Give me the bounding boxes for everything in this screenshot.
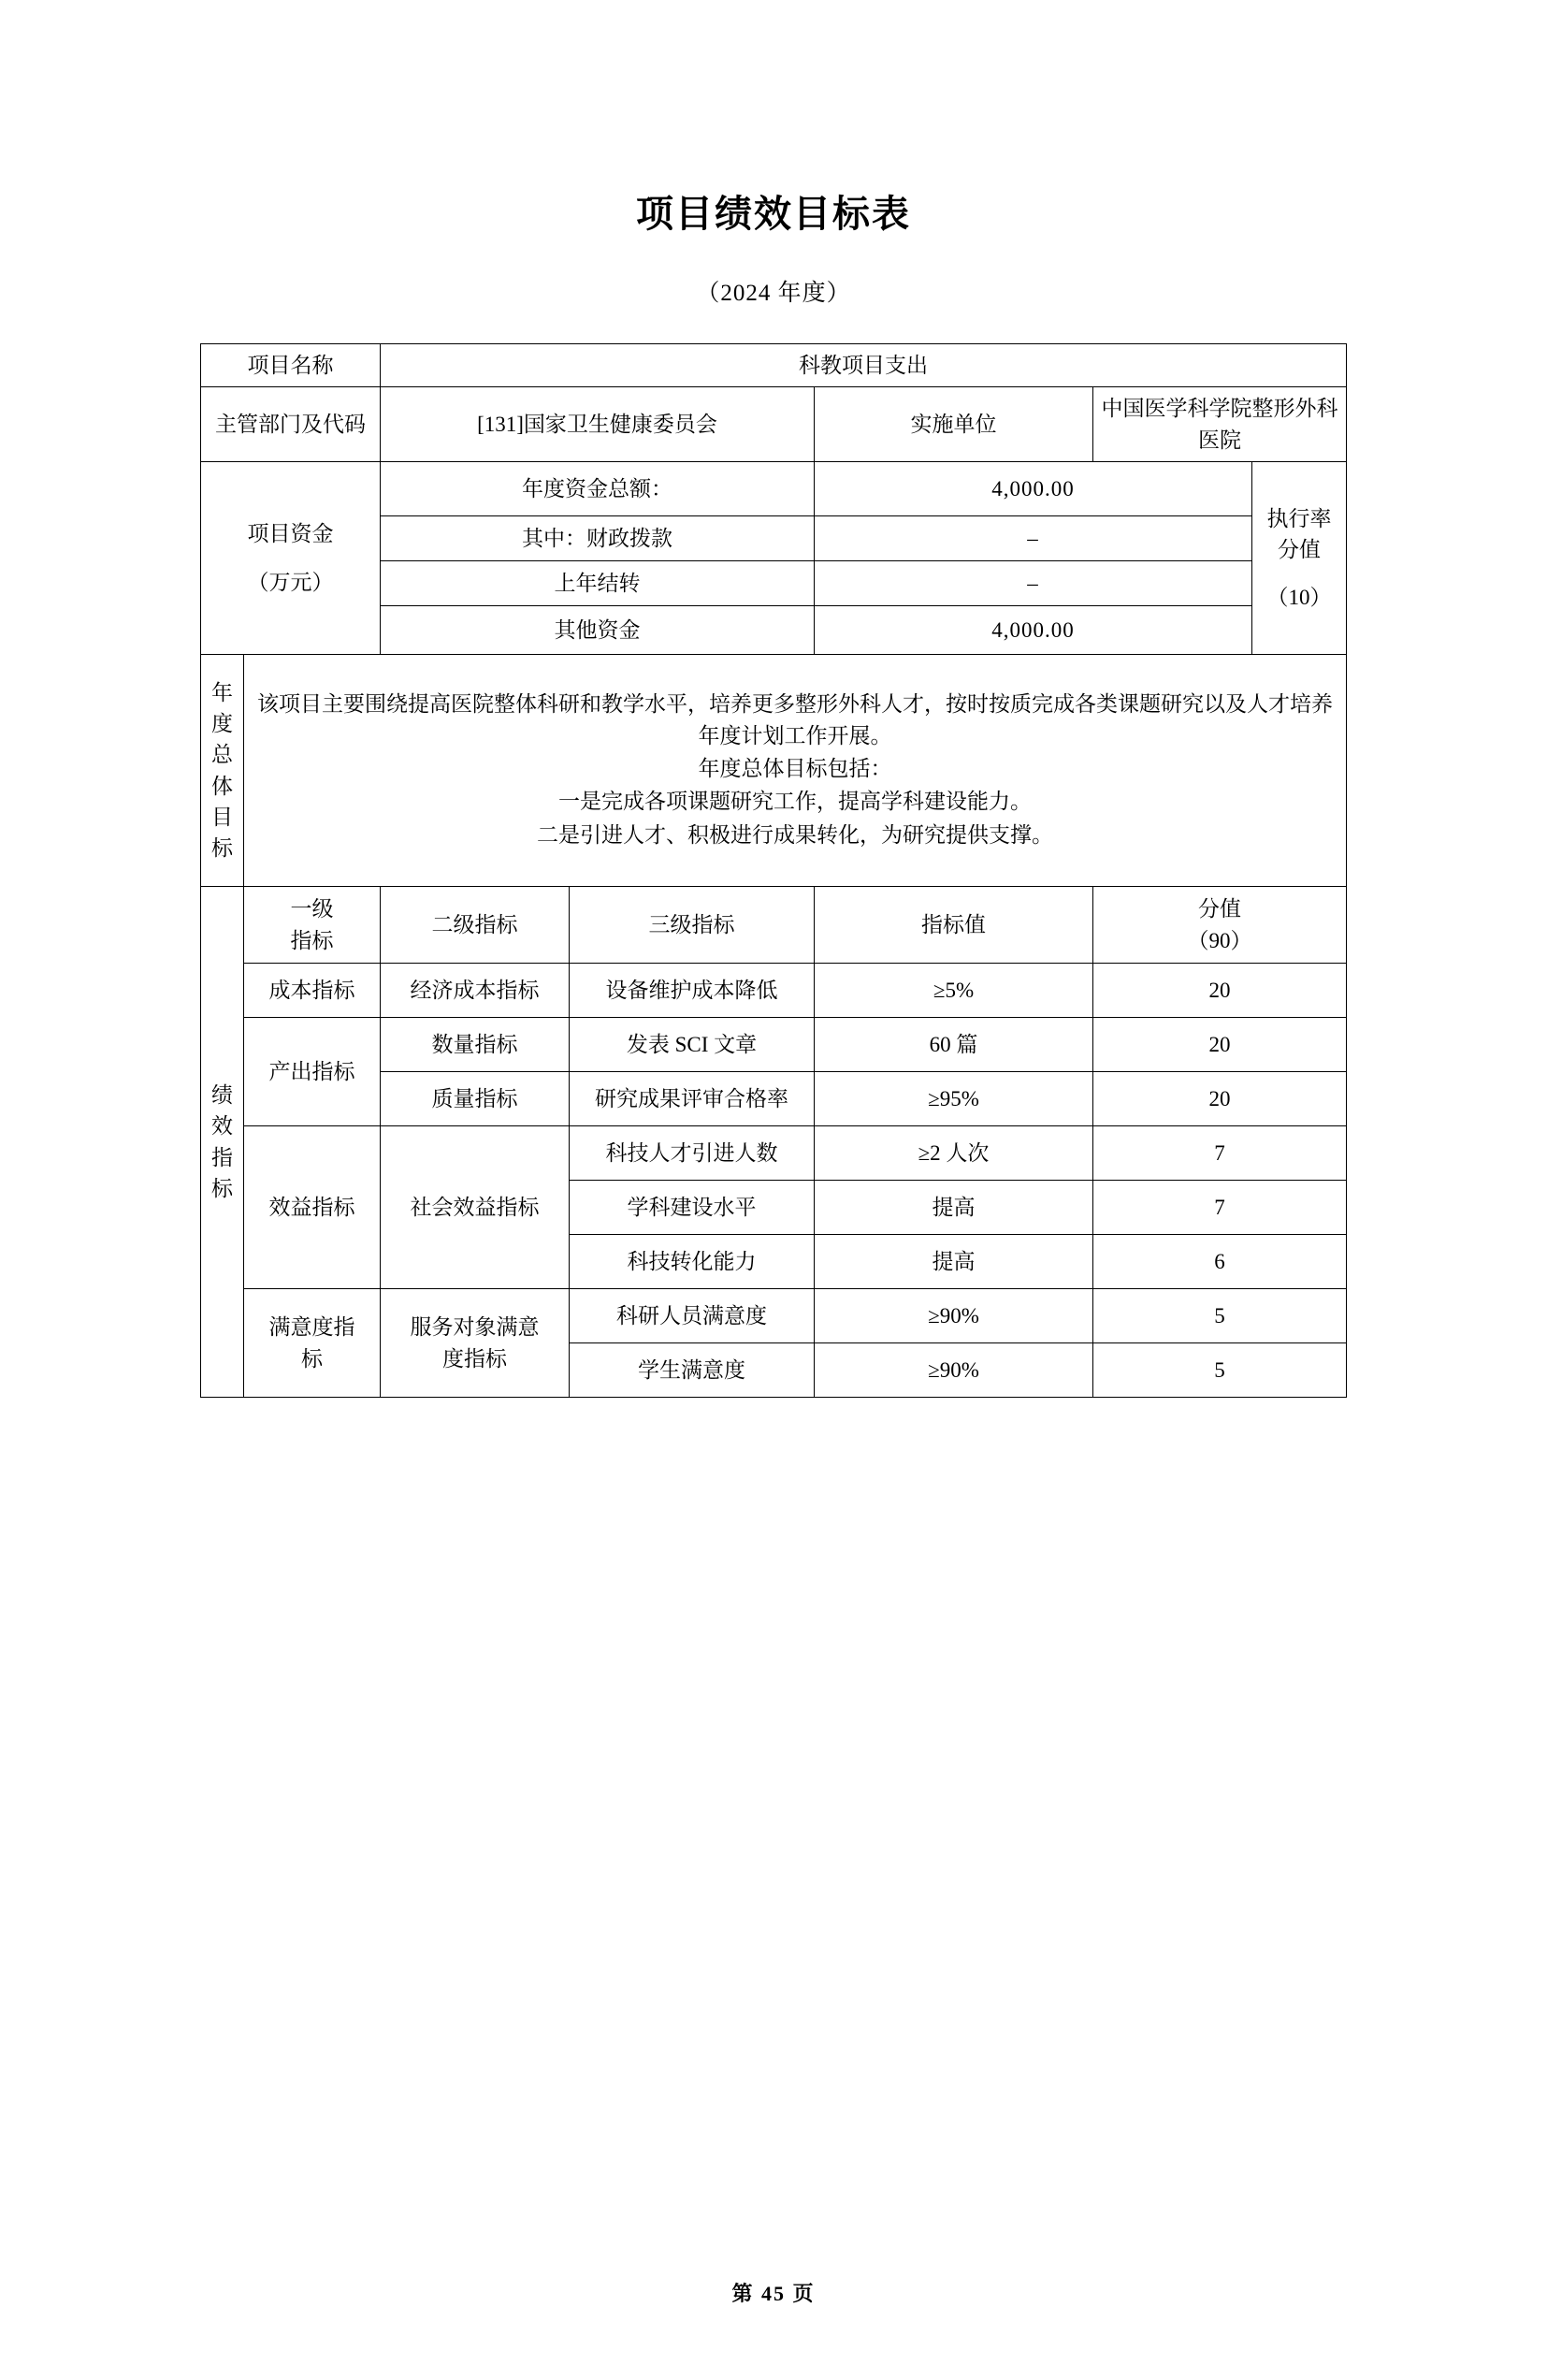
indicator-level1: 满意度指 标	[244, 1289, 381, 1398]
indicator-level1: 效益指标	[244, 1126, 381, 1289]
funds-row-value: –	[815, 516, 1252, 561]
funds-label-line2: （万元）	[247, 570, 334, 594]
indicator-level1: 成本指标	[244, 964, 381, 1018]
indicator-score: 20	[1093, 964, 1347, 1018]
annual-goal-paragraph: 该项目主要围绕提高医院整体科研和教学水平，培养更多整形外科人才，按时按质完成各类课题研究以及人才培养年度计划工作开展。	[257, 692, 1333, 747]
project-name-value: 科教项目支出	[381, 344, 1347, 387]
annual-goal-vertical-label: 年 度 总 体 目 标	[201, 655, 244, 887]
header-level1: 一级 指标	[244, 887, 381, 964]
annual-goal-paragraph: 二是引进人才、积极进行成果转化，为研究提供支撑。	[537, 822, 1053, 847]
indicator-value: 提高	[815, 1235, 1093, 1289]
indicator-value: 提高	[815, 1181, 1093, 1235]
indicator-level3: 学生满意度	[570, 1343, 815, 1398]
indicator-level3: 科技人才引进人数	[570, 1126, 815, 1181]
execution-rate-line1: 执行率	[1266, 506, 1332, 530]
indicator-level2: 经济成本指标	[381, 964, 570, 1018]
indicator-level3: 科技转化能力	[570, 1235, 815, 1289]
indicator-value: ≥95%	[815, 1072, 1093, 1126]
department-value: [131]国家卫生健康委员会	[381, 387, 815, 462]
indicator-value: ≥90%	[815, 1343, 1093, 1398]
indicator-value: ≥5%	[815, 964, 1093, 1018]
table-row-indicator-header	[201, 887, 1347, 964]
performance-target-table	[200, 343, 1347, 1398]
indicator-score: 20	[1093, 1072, 1347, 1126]
table-row-department	[201, 387, 1347, 462]
table-row-indicator	[201, 1289, 1347, 1343]
indicator-score: 5	[1093, 1289, 1347, 1343]
indicator-level3: 发表 SCI 文章	[570, 1018, 815, 1072]
document-page	[0, 192, 1547, 2380]
funds-row-label: 其他资金	[381, 606, 815, 655]
indicators-vertical-label: 绩 效 指 标	[201, 887, 244, 1398]
funds-row-label: 年度资金总额：	[381, 462, 815, 516]
execution-rate-score	[1252, 462, 1347, 655]
funds-row-value: 4,000.00	[815, 462, 1252, 516]
annual-goal-paragraph: 一是完成各项课题研究工作，提高学科建设能力。	[558, 790, 1032, 814]
indicator-score: 20	[1093, 1018, 1347, 1072]
table-row-indicator	[201, 964, 1347, 1018]
table-row-indicator	[201, 1018, 1347, 1072]
execution-rate-line3: （10）	[1266, 586, 1332, 610]
indicator-level2: 质量指标	[381, 1072, 570, 1126]
indicator-level3: 学科建设水平	[570, 1181, 815, 1235]
indicator-level2: 社会效益指标	[381, 1126, 570, 1289]
indicator-level3: 设备维护成本降低	[570, 964, 815, 1018]
table-row-project-name	[201, 344, 1347, 387]
project-name-label: 项目名称	[201, 344, 381, 387]
indicator-value: ≥2 人次	[815, 1126, 1093, 1181]
indicator-score: 6	[1093, 1235, 1347, 1289]
indicator-score: 7	[1093, 1126, 1347, 1181]
annual-goal-paragraph: 年度总体目标包括：	[698, 756, 892, 780]
page-title: 项目绩效目标表	[636, 193, 911, 235]
header-score-line1: 分值	[1198, 897, 1241, 922]
page-footer: 第 45 页	[731, 2282, 816, 2305]
header-value: 指标值	[815, 887, 1093, 964]
indicator-score: 7	[1093, 1181, 1347, 1235]
funds-row-label: 上年结转	[381, 561, 815, 606]
indicator-score: 5	[1093, 1343, 1347, 1398]
indicator-level3: 研究成果评审合格率	[570, 1072, 815, 1126]
unit-value: 中国医学科学院整形外科医院	[1093, 387, 1347, 462]
indicator-value: 60 篇	[815, 1018, 1093, 1072]
indicator-level2: 服务对象满意 度指标	[381, 1289, 570, 1398]
table-row-indicator	[201, 1126, 1347, 1181]
indicator-level1: 产出指标	[244, 1018, 381, 1126]
annual-goal-text	[244, 655, 1347, 887]
funds-label	[201, 462, 381, 655]
indicator-value: ≥90%	[815, 1289, 1093, 1343]
execution-rate-line2: 分值	[1278, 537, 1321, 561]
department-label: 主管部门及代码	[201, 387, 381, 462]
header-level2: 二级指标	[381, 887, 570, 964]
funds-row-label: 其中：财政拨款	[381, 516, 815, 561]
table-row-funds-total	[201, 462, 1347, 516]
funds-label-line1: 项目资金	[247, 522, 334, 546]
header-score-line2: （90）	[1187, 928, 1252, 952]
indicator-level3: 科研人员满意度	[570, 1289, 815, 1343]
page-subtitle: （2024 年度）	[696, 281, 851, 306]
indicator-level2: 数量指标	[381, 1018, 570, 1072]
header-level3: 三级指标	[570, 887, 815, 964]
header-score	[1093, 887, 1347, 964]
funds-row-value: 4,000.00	[815, 606, 1252, 655]
table-row-annual-goal	[201, 655, 1347, 887]
funds-row-value: –	[815, 561, 1252, 606]
unit-label: 实施单位	[815, 387, 1093, 462]
